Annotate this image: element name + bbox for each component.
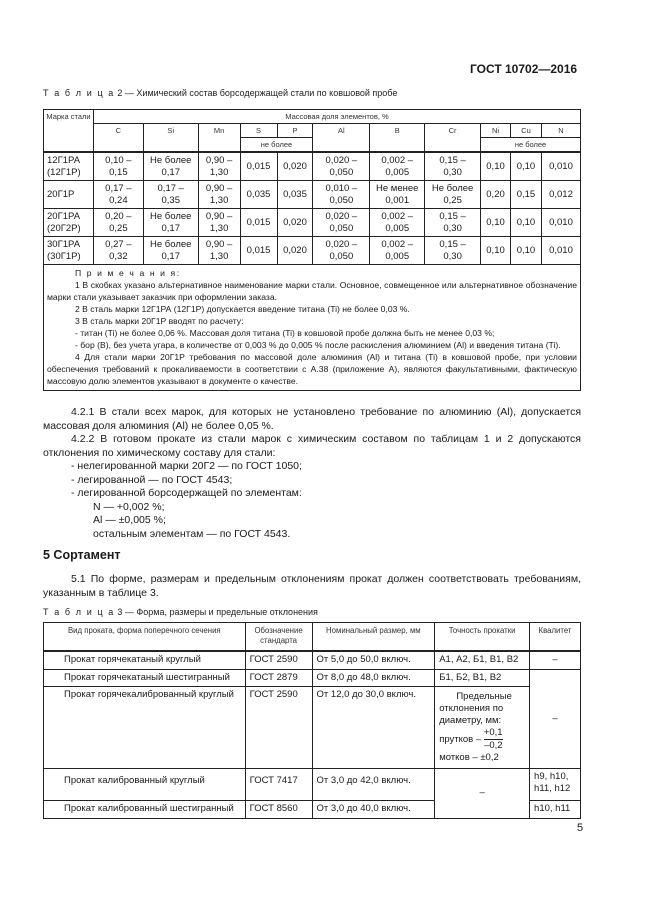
table-row — [44, 152, 581, 181]
col-mass-fraction: Массовая доля элементов, % — [93, 110, 580, 124]
quality-grade-cell: – — [530, 669, 581, 768]
col-quality-grade: Квалитет — [530, 623, 581, 652]
size-cell: От 3,0 до 40,0 включ. — [312, 800, 435, 818]
note-1: 1 В скобках указано альтернативное наименование марки стали. Основное, совмещенное или альтернативное обозначение марки стали указывает заказчик при оформлении заказа. — [47, 280, 577, 302]
ni-cell: 0,10 — [481, 237, 511, 265]
col-al: Al — [313, 124, 370, 153]
product-type-cell: Прокат горячекатаный шестигранный — [44, 669, 246, 686]
grade-cell: 12Г1РА (12Г1Р) — [44, 152, 94, 181]
standard-cell: ГОСТ 8560 — [245, 800, 312, 818]
table-row — [44, 181, 581, 209]
product-type-cell: Прокат горячекалиброванный круглый — [44, 686, 246, 768]
table-row — [44, 768, 581, 800]
product-type-cell: Прокат горячекатаный круглый — [44, 651, 246, 669]
standard-cell: ГОСТ 2590 — [245, 686, 312, 768]
n-cell: 0,010 — [541, 237, 580, 265]
si-cell: Не более 0,17 — [143, 237, 198, 265]
cu-cell: 0,15 — [511, 181, 542, 209]
table-row — [44, 669, 581, 686]
shape-size-table — [43, 622, 581, 819]
standard-cell: ГОСТ 2879 — [245, 669, 312, 686]
table2-caption: Т а б л и ц а 2 — Химический состав борсодержащей стали по ковшовой пробе — [43, 88, 398, 98]
c-cell: 0,17 – 0,24 — [93, 181, 143, 209]
p-cell: 0,020 — [277, 152, 313, 181]
ni-cell: 0,20 — [481, 181, 511, 209]
notes-title: П р и м е ч а н и я: — [75, 268, 181, 278]
b-cell: 0,002 – 0,005 — [370, 209, 425, 237]
note-3b: - бор (B), без учета угара, в количестве от 0,003 % до 0,005 % после раскисления алюминием (Al) и введения титана (Ti). — [75, 340, 561, 350]
ni-cell: 0,10 — [481, 152, 511, 181]
not-more-label: не более — [481, 138, 581, 153]
cu-cell: 0,10 — [511, 237, 542, 265]
table3-caption: Т а б л и ц а 3 — Форма, размеры и предельные отклонения — [43, 607, 318, 617]
standard-header: ГОСТ 10702—2016 — [470, 62, 578, 76]
col-s: S — [240, 124, 277, 138]
section-title: 5 Сортамент — [43, 548, 121, 562]
list-subitem: остальным элементам — по ГОСТ 4543. — [93, 527, 291, 540]
grade-cell: 20Г1Р — [44, 181, 94, 209]
paragraph-5-1: 5.1 По форме, размерам и предельным отклонениям прокат должен соответствовать требованиям, указанным в таблице 3. — [43, 573, 581, 599]
paragraph-4-2-2: 4.2.2 В готовом прокате из стали марок с химическим составом по таблицам 1 и 2 допускаются отклонения по химическому составу для стали: — [43, 433, 581, 459]
not-more-label: не более — [240, 138, 313, 153]
c-cell: 0,10 – 0,15 — [93, 152, 143, 181]
al-cell: 0,020 – 0,050 — [313, 237, 370, 265]
mn-cell: 0,90 – 1,30 — [198, 152, 240, 181]
al-cell: 0,020 – 0,050 — [313, 152, 370, 181]
accuracy-cell: Предельные отклонения по диаметру, мм: прутков – $\frac{+0,1}{-0,2}$ мотков – ±0,2 — [435, 686, 530, 768]
product-type-cell: Прокат калиброванный круглый — [44, 768, 246, 800]
list-subitem: N — +0,002 %; — [93, 500, 165, 513]
tolerance-fraction: $\frac{+0,1}{-0,2}$ — [483, 726, 503, 751]
note-2: 2 В сталь марки 12Г1РА (12Г1Р) допускается введение титана (Ti) не более 0,03 %. — [75, 304, 410, 314]
grade-cell: 20Г1РА (20Г2Р) — [44, 209, 94, 237]
standard-cell: ГОСТ 7417 — [245, 768, 312, 800]
mn-cell: 0,90 – 1,30 — [198, 209, 240, 237]
s-cell: 0,015 — [240, 237, 277, 265]
col-si: Si — [143, 124, 198, 153]
col-nominal-size: Номинальный размер, мм — [312, 623, 435, 652]
s-cell: 0,015 — [240, 209, 277, 237]
p-cell: 0,020 — [277, 237, 313, 265]
s-cell: 0,035 — [240, 181, 277, 209]
si-cell: Не более 0,17 — [143, 209, 198, 237]
notes-row — [44, 265, 581, 391]
table-row — [44, 237, 581, 265]
si-cell: 0,17 – 0,35 — [143, 181, 198, 209]
n-cell: 0,012 — [541, 181, 580, 209]
coils-tolerance: мотков – ±0,2 — [439, 751, 499, 763]
s-cell: 0,015 — [240, 152, 277, 181]
size-cell: От 3,0 до 42,0 включ. — [312, 768, 435, 800]
col-standard: Обозначение стандарта — [245, 623, 312, 652]
b-cell: 0,002 – 0,005 — [370, 152, 425, 181]
cr-cell: 0,15 – 0,30 — [425, 152, 481, 181]
col-p: P — [277, 124, 313, 138]
list-subitem: Al — ±0,005 %; — [93, 514, 166, 526]
cr-cell: 0,15 – 0,30 — [425, 209, 481, 237]
col-b: B — [370, 124, 425, 153]
p-cell: 0,020 — [277, 209, 313, 237]
cr-cell: Не более 0,25 — [425, 181, 481, 209]
standard-cell: ГОСТ 2590 — [245, 651, 312, 669]
col-c: C — [93, 124, 143, 153]
b-cell: Не менее 0,001 — [370, 181, 425, 209]
paragraph-4-2-1: 4.2.1 В стали всех марок, для которых не установлено требование по алюминию (Al), допускается массовая доля алюминия (Al) не более 0,05 %. — [43, 406, 581, 432]
clause-4-2 — [43, 406, 581, 541]
size-cell: От 12,0 до 30,0 включ. — [312, 686, 435, 768]
note-4: 4 Для стали марки 20Г1Р требования по массовой доле алюминия (Al) и титана (Ti) в ковшовой пробе, при условии обеспечения требований к прокаливаемости в соответствии с А.38 (приложение А), являются факультативными, фактическую массовую долю элементов указывают в документе о качестве. — [47, 352, 577, 386]
quality-grade-cell: – — [530, 651, 581, 669]
cr-cell: 0,15 – 0,30 — [425, 237, 481, 265]
col-cr: Cr — [425, 124, 481, 153]
quality-grade-cell: h10, h11 — [530, 800, 581, 818]
note-3a: - титан (Ti) не более 0,06 %. Массовая доля титана (Ti) в ковшовой пробе должна быть не менее 0,03 %; — [75, 328, 495, 338]
p-cell: 0,035 — [277, 181, 313, 209]
n-cell: 0,010 — [541, 152, 580, 181]
mn-cell: 0,90 – 1,30 — [198, 181, 240, 209]
chemical-composition-table — [43, 109, 581, 391]
al-cell: 0,010 – 0,050 — [313, 181, 370, 209]
list-item: - нелегированной марки 20Г2 — по ГОСТ 1050; — [71, 460, 302, 472]
al-cell: 0,020 – 0,050 — [313, 209, 370, 237]
c-cell: 0,27 – 0,32 — [93, 237, 143, 265]
cu-cell: 0,10 — [511, 209, 542, 237]
accuracy-cell: – — [435, 768, 530, 818]
list-item: - легированной — по ГОСТ 4543; — [71, 473, 233, 486]
si-cell: Не более 0,17 — [143, 152, 198, 181]
table-row — [44, 686, 581, 768]
mn-cell: 0,90 – 1,30 — [198, 237, 240, 265]
b-cell: 0,002 – 0,005 — [370, 237, 425, 265]
c-cell: 0,20 – 0,25 — [93, 209, 143, 237]
page-number: 5 — [577, 822, 584, 834]
accuracy-cell: А1, А2, Б1, В1, В2 — [435, 651, 530, 669]
cu-cell: 0,10 — [511, 152, 542, 181]
bars-tolerance: прутков – $\frac{+0,1}{-0,2}$ — [439, 726, 503, 751]
col-n: N — [541, 124, 580, 138]
col-accuracy: Точность прокатки — [435, 623, 530, 652]
quality-grade-cell: h9, h10, h11, h12 — [530, 768, 581, 800]
ni-cell: 0,10 — [481, 209, 511, 237]
size-cell: От 5,0 до 50,0 включ. — [312, 651, 435, 669]
table-row — [44, 209, 581, 237]
clause-5-1 — [43, 573, 581, 600]
accuracy-cell: Б1, Б2, В1, В2 — [435, 669, 530, 686]
size-cell: От 8,0 до 48,0 включ. — [312, 669, 435, 686]
n-cell: 0,010 — [541, 209, 580, 237]
col-product-type: Вид проката, форма поперечного сечения — [44, 623, 246, 652]
col-grade: Марка стали — [44, 110, 94, 153]
table-row — [44, 651, 581, 669]
col-ni: Ni — [481, 124, 511, 138]
note-3: 3 В сталь марки 20Г1Р вводят по расчету: — [75, 316, 244, 326]
product-type-cell: Прокат калиброванный шестигранный — [44, 800, 246, 818]
list-item: - легированной борсодержащей по элементам: — [71, 487, 302, 499]
table2-notes — [44, 265, 581, 391]
col-mn: Mn — [198, 124, 240, 153]
col-cu: Cu — [511, 124, 542, 138]
grade-cell: 30Г1РА (30Г1Р) — [44, 237, 94, 265]
